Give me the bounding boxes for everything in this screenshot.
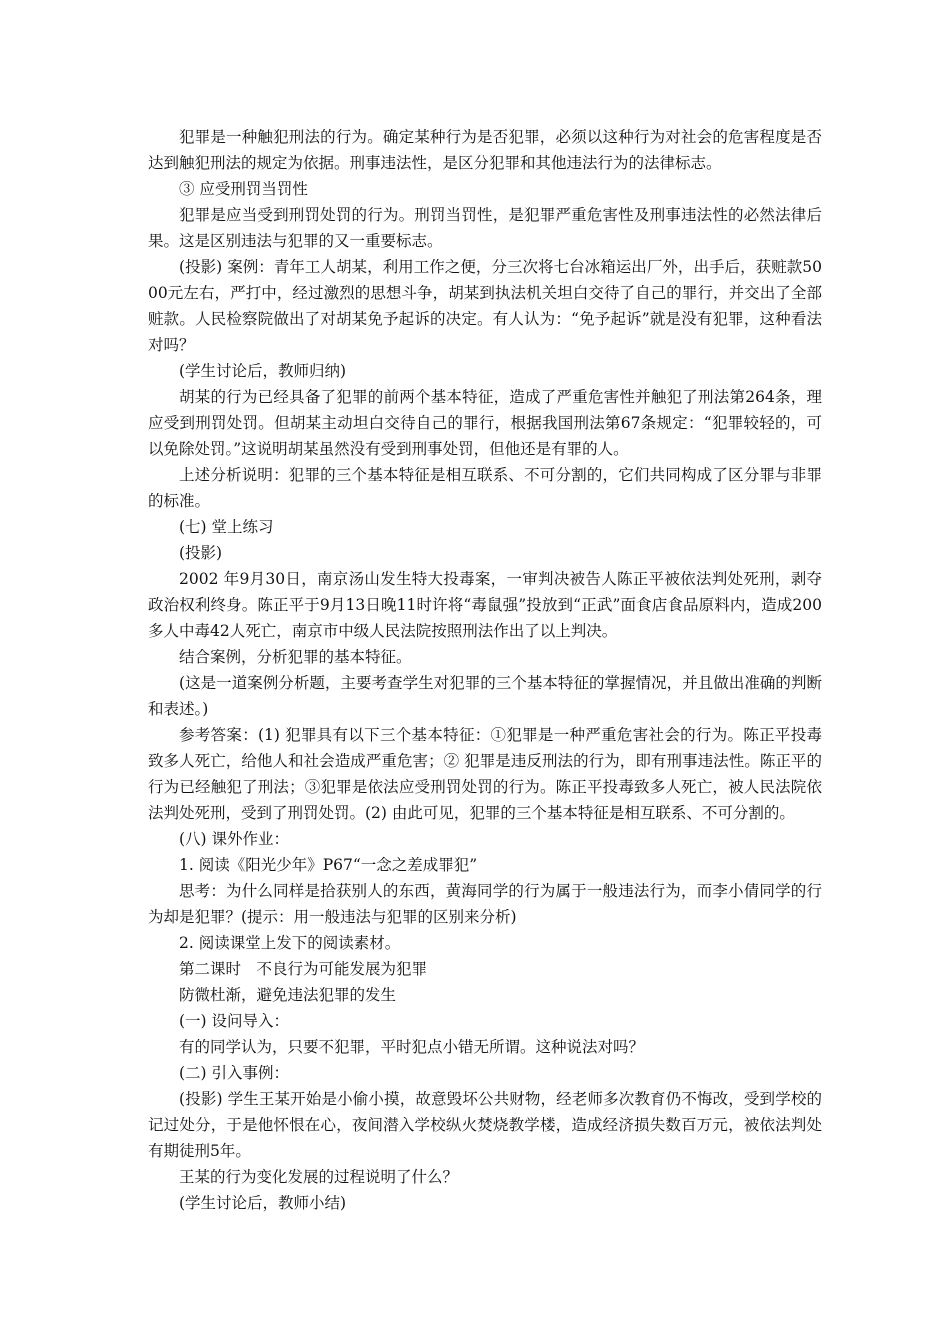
paragraph-exercise-question: 结合案例，分析犯罪的基本特征。 bbox=[179, 648, 412, 666]
heading-second-lesson: 第二课时 不良行为可能发展为犯罪 bbox=[179, 960, 428, 978]
note-projection: (投影) bbox=[179, 544, 223, 562]
paragraph-wang-question: 王某的行为变化发展的过程说明了什么？ bbox=[179, 1168, 459, 1186]
paragraph-reference-answer: 参考答案：(1) 犯罪具有以下三个基本特征：①犯罪是一种严重危害社会的行为。陈正平投毒致多人死亡，给他人和社会造成严重危害；② 犯罪是违反刑法的行为，即有刑事违法性。陈正平的行为已经触犯了刑法；③犯罪是依法应受刑罚处罚的行为。陈正平投毒致多人死亡，被人民法院依法判处死刑，受到了刑罚处罚。(2) 由此可见，犯罪的三个基本特征是相互联系、不可分割的。 bbox=[148, 726, 822, 822]
heading-classroom-exercise: (七) 堂上练习 bbox=[179, 518, 274, 536]
homework-item-2: 2. 阅读课堂上发下的阅读素材。 bbox=[179, 934, 401, 952]
paragraph-case-hu: (投影) 案例：青年工人胡某，利用工作之便，分三次将七台冰箱运出厂外，出手后，获赃款5000元左右，严打中，经过激烈的思想斗争，胡某到执法机关坦白交待了自己的罪行，并交出了全部赃款。人民检察院做出了对胡某免予起诉的决定。有人认为：“免予起诉”就是没有犯罪，这种看法对吗？ bbox=[148, 258, 822, 354]
paragraph-wang-case: (投影) 学生王某开始是小偷小摸，故意毁坏公共财物，经老师多次教育仍不悔改，受到学校的记过处分，于是他怀恨在心，夜间潜入学校纵火焚烧教学楼，造成经济损失数百万元，被依法判处有期徒刑5年。 bbox=[148, 1090, 822, 1160]
paragraph-three-features-summary: 上述分析说明：犯罪的三个基本特征是相互联系、不可分割的，它们共同构成了区分罪与非罪的标准。 bbox=[148, 466, 822, 510]
heading-example: (二) 引入事例： bbox=[179, 1064, 290, 1082]
heading-homework: (八) 课外作业： bbox=[179, 830, 290, 848]
homework-item-1: 1. 阅读《阳光少年》P67“一念之差成罪犯” bbox=[179, 856, 478, 874]
paragraph-intro-question: 有的同学认为，只要不犯罪，平时犯点小错无所谓。这种说法对吗？ bbox=[179, 1038, 645, 1056]
heading-question-intro: (一) 设问导入： bbox=[179, 1012, 290, 1030]
subheading-prevention: 防微杜渐，避免违法犯罪的发生 bbox=[179, 986, 397, 1004]
paragraph-homework-thinking: 思考：为什么同样是拾获别人的东西，黄海同学的行为属于一般违法行为，而李小倩同学的行为却是犯罪？(提示：用一般违法与犯罪的区别来分析) bbox=[148, 882, 822, 926]
paragraph-tangshan-case: 2002 年9月30日，南京汤山发生特大投毒案，一审判决被告人陈正平被依法判处死刑，剥夺政治权利终身。陈正平于9月13日晚11时许将“毒鼠强”投放到“正武”面食店食品原料内，造成200多人中毒42人死亡，南京市中级人民法院按照刑法作出了以上判决。 bbox=[148, 570, 822, 640]
paragraph-crime-violates-criminal-law: 犯罪是一种触犯刑法的行为。确定某种行为是否犯罪，必须以这种行为对社会的危害程度是否达到触犯刑法的规定为依据。刑事违法性，是区分犯罪和其他违法行为的法律标志。 bbox=[148, 128, 822, 172]
paragraph-hu-analysis: 胡某的行为已经具备了犯罪的前两个基本特征，造成了严重危害性并触犯了刑法第264条，理应受到刑罚处罚。但胡某主动坦白交待自己的罪行，根据我国刑法第67条规定：“犯罪较轻的，可以免除处罚。”这说明胡某虽然没有受到刑事处罚，但他还是有罪的人。 bbox=[148, 388, 822, 458]
document-body bbox=[148, 124, 822, 1216]
heading-punishability: ③ 应受刑罚当罚性 bbox=[179, 180, 308, 198]
note-teacher-summary: (学生讨论后，教师小结) bbox=[179, 1194, 347, 1212]
paragraph-punishability: 犯罪是应当受到刑罚处罚的行为。刑罚当罚性，是犯罪严重危害性及刑事违法性的必然法律后果。这是区别违法与犯罪的又一重要标志。 bbox=[148, 206, 822, 250]
paragraph-exercise-note: (这是一道案例分析题，主要考查学生对犯罪的三个基本特征的掌握情况，并且做出准确的判断和表述。) bbox=[148, 674, 822, 718]
note-student-discussion: (学生讨论后，教师归纳) bbox=[179, 362, 347, 380]
